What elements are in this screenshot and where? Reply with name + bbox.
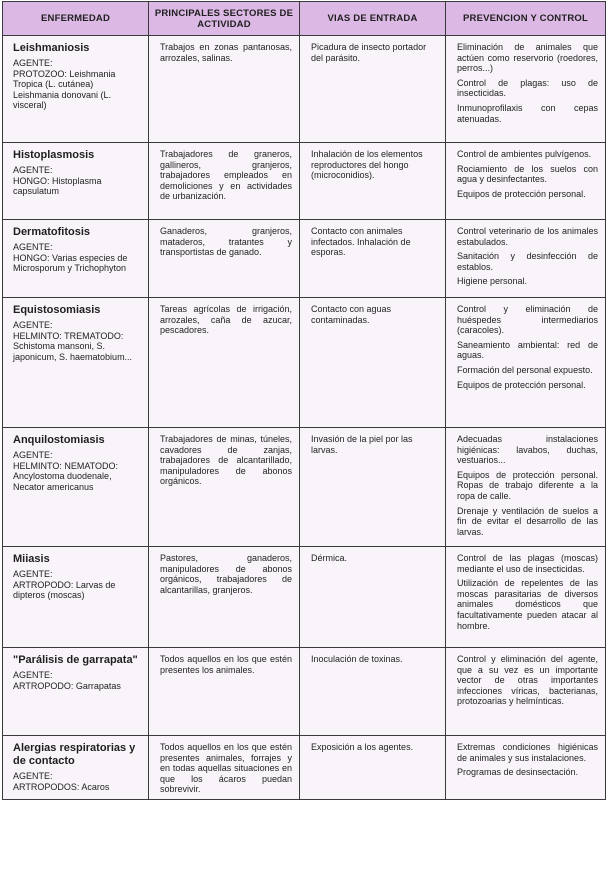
agent-species: Ancylostoma duodenale, Necator americanus xyxy=(13,471,112,492)
disease-name: "Parálisis de garrapata" xyxy=(13,654,138,666)
prevention-item: Control veterinario de los animales estabulados. xyxy=(457,226,598,247)
prevention-cell xyxy=(446,220,606,298)
disease-cell xyxy=(3,547,149,648)
disease-name: Alergias respiratorias y de contacto xyxy=(13,742,136,767)
agent-label: AGENTE: xyxy=(13,771,53,781)
header-vias xyxy=(300,2,446,36)
disease-cell xyxy=(3,298,149,428)
prevention-item: Saneamiento ambiental: red de aguas. xyxy=(457,339,598,361)
table-row xyxy=(3,143,606,220)
agent-type: HELMINTO: NEMATODO: xyxy=(13,460,119,471)
agent-type: HONGO: Varias especies de Microsporum y Trichophyton xyxy=(13,252,128,274)
agent-label: AGENTE: xyxy=(13,450,53,460)
agent-type: HONGO: Histoplasma capsulatum xyxy=(13,175,102,197)
table-row xyxy=(3,36,606,143)
prevention-item: Equipos de protección personal. xyxy=(457,379,586,390)
disease-cell xyxy=(3,36,149,143)
entry-cell: Dérmica. xyxy=(300,547,446,648)
prevention-cell xyxy=(446,298,606,428)
prevention-item: Formación del personal expuesto. xyxy=(457,364,593,375)
prevention-item: Higiene personal. xyxy=(457,276,528,287)
table-row xyxy=(3,648,606,736)
table-row xyxy=(3,736,606,800)
agent-type: ARTROPODO: Garrapatas xyxy=(13,680,121,691)
entry-cell: Contacto con animales infectados. Inhalación de esporas. xyxy=(300,220,446,298)
prevention-cell xyxy=(446,36,606,143)
entry-cell: Inoculación de toxinas. xyxy=(300,648,446,736)
prevention-item: Equipos de protección personal. Ropas de trabajo diferente a la ropa de calle. xyxy=(457,469,598,501)
table-row xyxy=(3,298,606,428)
table-row xyxy=(3,547,606,648)
sectors-cell: Trabajadores de graneros, gallineros, granjeros, trabajadores empleados en demoliciones y en actividades de urbanización. xyxy=(149,143,300,220)
table-row xyxy=(3,220,606,298)
disease-name: Equistosomiasis xyxy=(13,304,101,316)
prevention-item: Drenaje y ventilación de suelos a fin de evitar el desarrollo de las larvas. xyxy=(457,505,598,537)
entry-cell: Contacto con aguas contaminadas. xyxy=(300,298,446,428)
sectors-cell: Pastores, ganaderos, manipuladores de abonos orgánicos, trabajadores de alcantarillas, granjeros. xyxy=(149,547,300,648)
prevention-item: Control y eliminación del agente, que a su vez es un importante vector de otras importantes infecciones víricas, bacterianas, protozoarias y helmínticas. xyxy=(457,654,598,707)
entry-cell: Invasión de la piel por las larvas. xyxy=(300,428,446,547)
disease-name: Dermatofitosis xyxy=(13,226,91,238)
prevention-item: Adecuadas instalaciones higiénicas: lavabos, duchas, vestuarios... xyxy=(457,434,598,466)
prevention-cell xyxy=(446,143,606,220)
prevention-item: Control de ambientes pulvígenos. xyxy=(457,149,592,159)
document-page xyxy=(2,1,605,800)
sectors-cell: Trabajadores de minas, túneles, cavadores de zanjas, trabajadores de alcantarillado, manipuladores de abonos orgánicos. xyxy=(149,428,300,547)
agent-label: AGENTE: xyxy=(13,569,53,579)
table-header-row xyxy=(3,2,606,36)
prevention-item: Inmunoprofilaxis con cepas atenuadas. xyxy=(457,102,598,124)
prevention-cell xyxy=(446,648,606,736)
agent-label: AGENTE: xyxy=(13,670,53,680)
disease-name: Leishmaniosis xyxy=(13,42,90,54)
zoonosis-table xyxy=(2,1,606,800)
prevention-item: Eliminación de animales que actúen como reservorio (roedores, perros...) xyxy=(457,42,598,74)
prevention-cell xyxy=(446,547,606,648)
disease-cell xyxy=(3,428,149,547)
sectors-cell: Tareas agrícolas de irrigación, arrozales, caña de azucar, pescadores. xyxy=(149,298,300,428)
entry-cell: Inhalación de los elementos reproductores del hongo (microconidios). xyxy=(300,143,446,220)
prevention-item: Programas de desinsectación. xyxy=(457,767,579,778)
agent-species: Schistoma mansoni, S. japonicum, S. haematobium... xyxy=(13,341,133,362)
agent-label: AGENTE: xyxy=(13,320,53,330)
agent-species: Leishmania donovani (L. visceral) xyxy=(13,89,112,111)
prevention-item: Equipos de protección personal. xyxy=(457,188,586,199)
agent-label: AGENTE: xyxy=(13,242,53,252)
disease-name: Miiasis xyxy=(13,553,50,565)
header-enfermedad xyxy=(3,2,149,36)
prevention-cell xyxy=(446,736,606,800)
prevention-item: Control y eliminación de huéspedes intermediarios (caracoles). xyxy=(457,304,598,336)
agent-label: AGENTE: xyxy=(13,165,53,175)
agent-type: ARTROPODO: Larvas de dipteros (moscas) xyxy=(13,579,116,601)
agent-label: AGENTE: xyxy=(13,58,53,68)
disease-cell xyxy=(3,736,149,800)
header-prevencion xyxy=(446,2,606,36)
prevention-item: Control de las plagas (moscas) mediante el uso de insecticidas. xyxy=(457,553,598,574)
disease-cell xyxy=(3,648,149,736)
prevention-item: Extremas condiciones higiénicas de animales y sus instalaciones. xyxy=(457,742,598,763)
sectors-cell: Todos aquellos en los que estén presentes los animales. xyxy=(149,648,300,736)
agent-type: ARTROPODOS: Acaros xyxy=(13,781,110,792)
prevention-item: Utilización de repelentes de las moscas parasitarias de diversos animales domésticos que facultativamente pueden atacar al hombre. xyxy=(457,578,598,631)
header-prevencion-label: PREVENCION Y CONTROL xyxy=(462,13,589,24)
disease-cell xyxy=(3,143,149,220)
entry-cell: Picadura de insecto portador del parásito. xyxy=(300,36,446,143)
disease-name: Anquilostomiasis xyxy=(13,434,105,446)
sectors-cell: Trabajos en zonas pantanosas, arrozales, salinas. xyxy=(149,36,300,143)
agent-type: PROTOZOO: Leishmania Tropica (L. cutánea) xyxy=(13,68,116,90)
entry-cell: Exposición a los agentes. xyxy=(300,736,446,800)
disease-cell xyxy=(3,220,149,298)
header-vias-label: VIAS DE ENTRADA xyxy=(327,13,418,24)
sectors-cell: Ganaderos, granjeros, mataderos, tratantes y transportistas de ganado. xyxy=(149,220,300,298)
header-sectores xyxy=(149,2,300,36)
agent-type: HELMINTO: TREMATODO: xyxy=(13,330,124,341)
prevention-cell xyxy=(446,428,606,547)
sectors-cell: Todos aquellos en los que estén presentes animales, forrajes y en todas aquellas situaciones en que los ácaros puedan sobrevivir. xyxy=(149,736,300,800)
header-enfermedad-label: ENFERMEDAD xyxy=(40,13,111,24)
header-sectores-label: PRINCIPALES SECTORES DE ACTIVIDAD xyxy=(154,7,294,30)
table-row xyxy=(3,428,606,547)
disease-name: Histoplasmosis xyxy=(13,149,95,161)
prevention-item: Rociamiento de los suelos con agua y desinfectantes. xyxy=(457,163,598,185)
prevention-item: Sanitación y desinfección de establos. xyxy=(457,251,598,272)
prevention-item: Control de plagas: uso de insecticidas. xyxy=(457,77,598,99)
